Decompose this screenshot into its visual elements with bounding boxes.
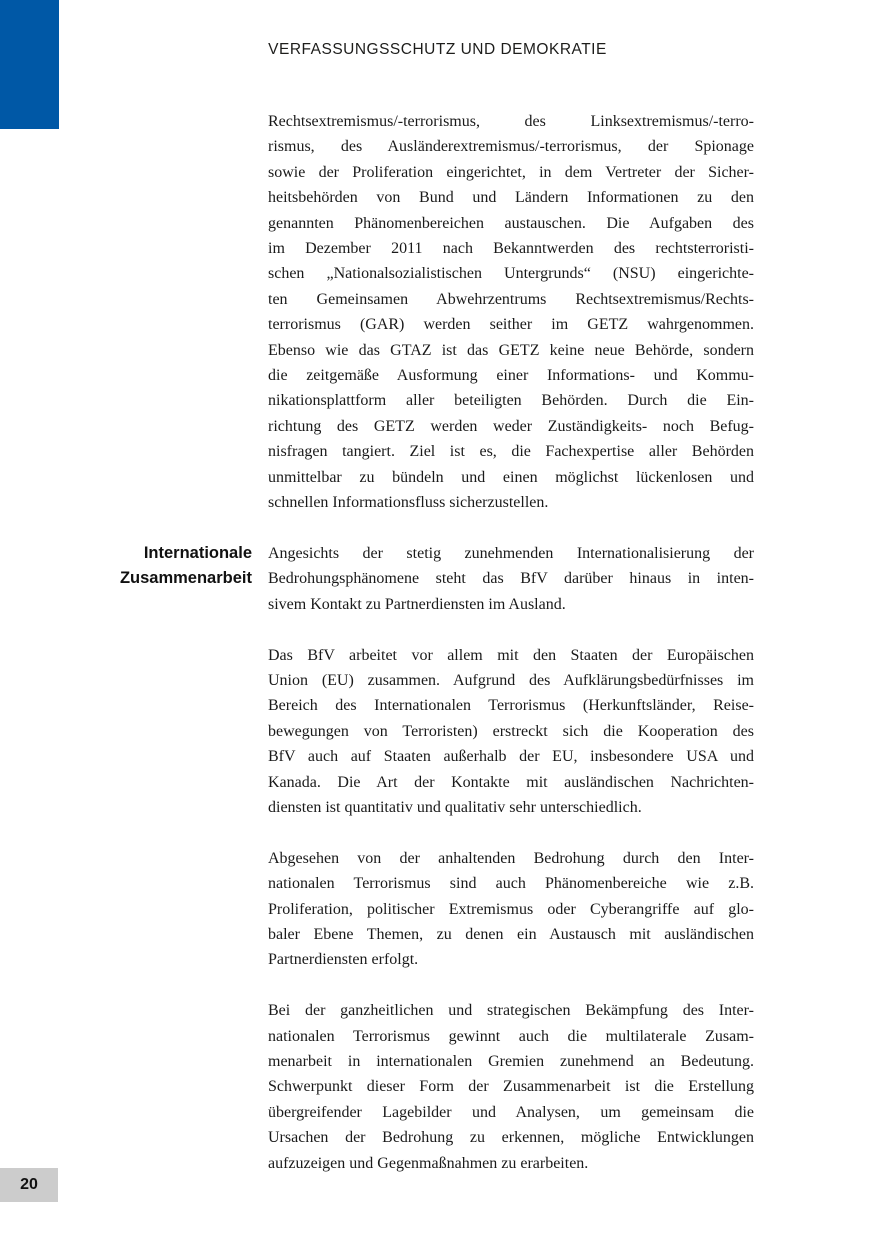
text-line: heitsbehörden von Bund und Ländern Informationen zu den [268,189,754,207]
text-line: terrorismus (GAR) werden seither im GETZ wahrgenommen. [268,316,754,334]
text-line: aufzuzeigen und Gegenmaßnahmen zu erarbeiten. [268,1154,589,1172]
text-line: bewegungen von Terroristen) erstreckt sich die Kooperation des [268,722,754,740]
text-line: baler Ebene Themen, zu denen ein Austausch mit ausländischen [268,925,754,943]
page-number: 20 [20,1176,38,1193]
text-line: Bedrohungsphänomene steht das BfV darüber hinaus in inten- [268,570,754,588]
text-line: nikationsplattform aller beteiligten Behörden. Durch die Ein- [268,392,754,410]
text-line: schnellen Informationsfluss sicherzustellen. [268,494,549,512]
body-paragraph [268,998,754,1176]
text-column [268,109,754,1176]
text-line: Rechtsextremismus/-terrorismus, des Linksextremismus/-terro- [268,113,754,130]
text-line: sivem Kontakt zu Partnerdiensten im Ausland. [268,595,566,613]
text-line: diensten ist quantitativ und qualitativ sehr unterschiedlich. [268,798,642,816]
text-line: richtung des GETZ werden weder Zuständigkeits- noch Befug- [268,417,754,435]
text-line: Partnerdiensten erfolgt. [268,951,419,969]
text-line: Angesichts der stetig zunehmenden Internationalisierung der [268,544,754,562]
margin-note-line: Zusammenarbeit [119,569,252,588]
text-line: Ursachen der Bedrohung zu erkennen, mögliche Entwicklungen [268,1129,754,1147]
body-paragraph [268,541,754,617]
text-line: Proliferation, politischer Extremismus oder Cyberangriffe auf glo- [268,900,754,918]
body-paragraph [268,109,754,516]
text-line: Abgesehen von der anhaltenden Bedrohung durch den Inter- [268,849,754,867]
body-paragraph [268,846,754,973]
text-line: genannten Phänomenbereichen austauschen. Die Aufgaben des [268,214,754,232]
text-line: Kanada. Die Art der Kontakte mit ausländischen Nachrichten- [268,773,754,791]
text-line: Schwerpunkt dieser Form der Zusammenarbeit ist die Erstellung [268,1078,754,1096]
text-line: nisfragen tangiert. Ziel ist es, die Fachexpertise aller Behörden [268,443,754,461]
corner-accent-bar [0,0,59,129]
margin-note-line: Internationale [143,544,252,562]
text-line: Das BfV arbeitet vor allem mit den Staaten der Europäischen [268,646,754,664]
margin-note [0,541,252,592]
text-line: nationalen Terrorismus sind auch Phänomenbereiche wie z.B. [268,875,754,893]
running-header: VERFASSUNGSSCHUTZ UND DEMOKRATIE [268,41,607,58]
text-line: ten Gemeinsamen Abwehrzentrums Rechtsextremismus/Rechts- [268,290,754,308]
text-line: im Dezember 2011 nach Bekanntwerden des rechtsterroristi- [268,240,754,258]
text-line: unmittelbar zu bündeln und einen möglichst lückenlosen und [268,468,754,486]
text-line: die zeitgemäße Ausformung einer Informations- und Kommu- [268,367,754,385]
text-line: schen „Nationalsozialistischen Untergrunds“ (NSU) eingerichte- [268,265,754,283]
text-line: Union (EU) zusammen. Aufgrund des Aufklärungsbedürfnisses im [268,671,754,689]
text-line: rismus, des Ausländerextremismus/-terrorismus, der Spionage [268,138,754,156]
text-line: menarbeit in internationalen Gremien zunehmend an Bedeutung. [268,1052,754,1070]
text-line: übergreifender Lagebilder und Analysen, um gemeinsam die [268,1103,754,1121]
text-line: Bei der ganzheitlichen und strategischen Bekämpfung des Inter- [268,1002,754,1020]
page-number-badge [0,1168,58,1202]
text-line: Ebenso wie das GTAZ ist das GETZ keine neue Behörde, sondern [268,341,754,359]
text-line: Bereich des Internationalen Terrorismus (Herkunftsländer, Reise- [268,697,754,715]
text-line: BfV auch auf Staaten außerhalb der EU, insbesondere USA und [268,748,754,766]
text-line: nationalen Terrorismus gewinnt auch die multilaterale Zusam- [268,1027,754,1045]
text-line: sowie der Proliferation eingerichtet, in dem Vertreter der Sicher- [268,163,754,181]
body-paragraph [268,643,754,821]
